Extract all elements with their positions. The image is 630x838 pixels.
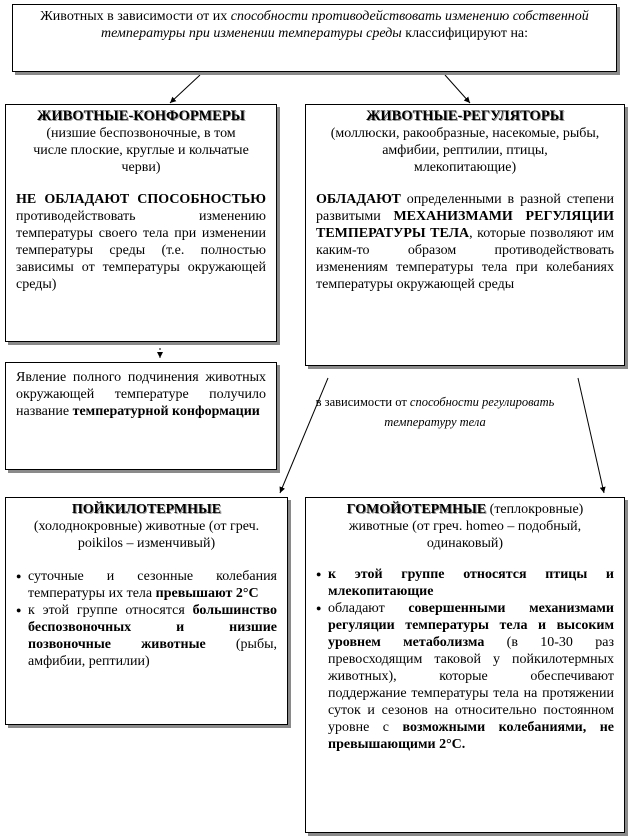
list-item: ● к этой группе относятся большинство беспозвоночных и низшие позвоночные животные (рыбы, амфибии, рептилии) xyxy=(16,602,277,670)
homeotherms-list xyxy=(316,566,614,753)
poikilotherms-list xyxy=(16,568,277,670)
classification-header-box xyxy=(12,4,617,72)
regulators-examples: (моллюски, ракообразные, насекомые, рыбы, амфибии, рептилии, птицы, млекопитающие) xyxy=(330,126,600,175)
list-item: ● к этой группе относятся птицы и млекопитающие xyxy=(316,566,614,600)
poikilotherms-title: ПОЙКИЛОТЕРМНЫЕ xyxy=(71,502,222,517)
arrow-to-homeotherms xyxy=(578,378,604,493)
regulators-description: ОБЛАДАЮТ определенными в разной степени развитыми МЕХАНИЗМАМИ РЕГУЛЯЦИИ ТЕМПЕРАТУРЫ ТЕЛА, которые позволяют им каким-то образом противодействовать изменениям температуры тела при колебаниях температуры окружающей среды xyxy=(316,192,614,292)
conformers-box xyxy=(5,104,277,342)
conformers-title: ЖИВОТНЫЕ-КОНФОРМЕРЫ xyxy=(37,108,245,124)
arrow-to-regulators xyxy=(445,75,470,103)
poikilotherms-box xyxy=(5,497,288,725)
homeotherms-subtitle: (теплокровные) животные (от греч. homeo – подобный, одинаковый) xyxy=(348,502,584,551)
regulators-title: ЖИВОТНЫЕ-РЕГУЛЯТОРЫ xyxy=(366,108,564,124)
homeotherms-heading xyxy=(316,501,614,552)
regulators-box xyxy=(305,104,625,366)
poikilotherms-heading xyxy=(16,501,277,552)
homeotherms-box xyxy=(305,497,625,833)
arrow-to-conformers xyxy=(170,75,200,103)
middle-criterion-label: в зависимости от способности регулировать температуру тела xyxy=(315,395,555,429)
classification-header-text: Животных в зависимости от их способности противодействовать изменению собственной температуры при изменении температуры среды классифицируют на: xyxy=(40,9,589,41)
conformers-examples: (низшие беспозвоночные, в том числе плоские, круглые и кольчатые черви) xyxy=(33,126,249,175)
homeotherms-title: ГОМОЙОТЕРМНЫЕ xyxy=(346,502,487,517)
list-item: ● обладают совершенными механизмами регуляции температуры тела и высоким уровнем метаболизма (в 10-30 раз превосходящим таковой у пойкилотермных животных), которые обеспечивают поддержание температуры тела на протяжении суток и сезонов на относительно постоянном уровне с возможными колебаниями, не превышающими 2°С. xyxy=(316,600,614,753)
conformation-text: Явление полного подчинения животных окружающей температуре получило название температурной конформации xyxy=(16,370,266,419)
poikilotherms-subtitle: (холоднокровные) животные (от греч. poikilos – изменчивый) xyxy=(33,519,260,551)
list-item: ● суточные и сезонные колебания температуры их тела превышают 2°С xyxy=(16,568,277,602)
conformation-box xyxy=(5,362,277,470)
conformers-description: НЕ ОБЛАДАЮТ СПОСОБНОСТЬЮ противодействовать изменению температуры своего тела при изменении температуры среды (т.е. полностью зависимы от температуры окружающей среды) xyxy=(16,192,266,292)
